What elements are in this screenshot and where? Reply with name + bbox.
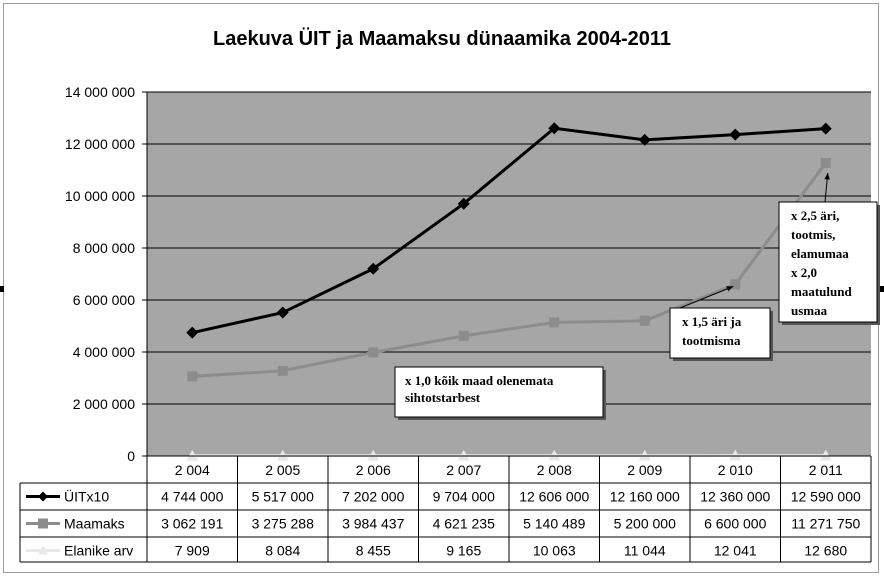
table-cell: 10 063 xyxy=(532,542,576,559)
annotation-text: x 1,0 kõik maad olenemata xyxy=(405,373,554,388)
x-tick-label: 2 006 xyxy=(355,462,391,478)
y-tick-label: 2 000 000 xyxy=(72,396,135,412)
x-tick-label: 2 004 xyxy=(174,462,210,478)
annotation-text: tootmisma xyxy=(682,333,741,348)
table-cell: 12 606 000 xyxy=(519,488,590,505)
table-cell: 12 680 xyxy=(804,542,848,559)
y-tick-label: 10 000 000 xyxy=(64,188,135,204)
table-cell: 9 704 000 xyxy=(432,488,495,505)
y-tick-label: 4 000 000 xyxy=(72,344,135,360)
annotation-text: maatulund xyxy=(791,284,852,299)
table-cell: 12 590 000 xyxy=(790,488,861,505)
x-tick-label: 2 010 xyxy=(717,462,753,478)
table-cell: 11 044 xyxy=(623,542,666,559)
table-cell: 5 140 489 xyxy=(523,515,586,532)
annotation-text: tootmis, xyxy=(791,227,836,242)
table-cell: 6 600 000 xyxy=(704,515,767,532)
annotation-text: x 2,0 xyxy=(791,265,817,280)
y-tick-label: 8 000 000 xyxy=(72,240,135,256)
annotation-text: usmaa xyxy=(791,303,828,318)
table-cell: 4 744 000 xyxy=(161,488,224,505)
annotation-text: elamumaa xyxy=(791,246,849,261)
table-cell: 5 517 000 xyxy=(251,488,314,505)
table-cell: 7 909 xyxy=(174,542,210,559)
y-tick-label: 12 000 000 xyxy=(64,136,135,152)
table-cell: 8 455 xyxy=(355,542,391,559)
data-point xyxy=(821,158,831,168)
legend-key-marker xyxy=(38,492,48,502)
x-tick-label: 2 008 xyxy=(536,462,572,478)
annotation-text: sihtotstarbest xyxy=(405,390,481,405)
legend-label: ÜITx10 xyxy=(64,488,110,505)
data-point xyxy=(640,316,650,326)
table-cell: 4 621 235 xyxy=(432,515,495,532)
annotation-text: x 2,5 äri, xyxy=(791,208,840,223)
data-table xyxy=(20,456,871,562)
table-cell: 12 041 xyxy=(713,542,757,559)
table-cell: 9 165 xyxy=(446,542,482,559)
table-cell: 3 275 288 xyxy=(251,515,314,532)
table-cell: 12 360 000 xyxy=(700,488,771,505)
x-tick-label: 2 009 xyxy=(627,462,663,478)
x-tick-label: 2 005 xyxy=(265,462,301,478)
data-point xyxy=(549,317,559,327)
annotation-text: x 1,5 äri ja xyxy=(682,314,742,329)
table-cell: 7 202 000 xyxy=(342,488,405,505)
data-point xyxy=(459,331,469,341)
table-cell: 12 160 000 xyxy=(609,488,680,505)
legend-label: Maamaks xyxy=(64,515,125,532)
table-cell: 5 200 000 xyxy=(613,515,676,532)
data-point xyxy=(368,347,378,357)
x-tick-label: 2 011 xyxy=(808,462,843,478)
y-tick-label: 6 000 000 xyxy=(72,292,135,308)
chart-title: Laekuva ÜIT ja Maamaksu dünaamika 2004-2011 xyxy=(212,28,672,50)
y-tick-label: 0 xyxy=(127,448,135,464)
table-cell: 8 084 xyxy=(265,542,301,559)
x-tick-label: 2 007 xyxy=(446,462,482,478)
data-point xyxy=(278,366,288,376)
table-cell: 3 062 191 xyxy=(161,515,224,532)
y-tick-label: 14 000 000 xyxy=(64,84,135,100)
table-cell: 11 271 750 xyxy=(791,515,861,532)
legend-label: Elanike arv xyxy=(64,542,134,559)
legend-key-marker xyxy=(38,519,48,529)
data-point xyxy=(187,371,197,381)
table-cell: 3 984 437 xyxy=(342,515,405,532)
data-point xyxy=(730,279,740,289)
annotation-0 xyxy=(395,367,606,420)
